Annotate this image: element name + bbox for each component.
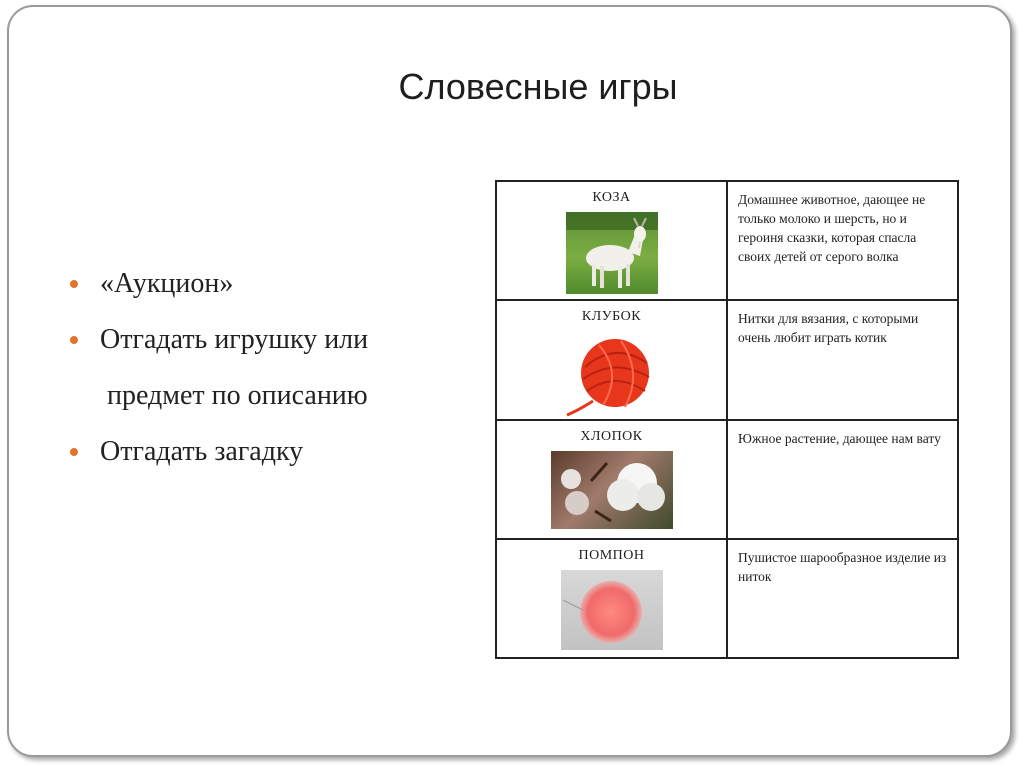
pompon-image	[561, 570, 663, 650]
yarn-ball-image	[563, 331, 661, 419]
cotton-image	[551, 451, 673, 529]
item-name: КЛУБОК	[581, 309, 642, 324]
bullet-dot-icon	[70, 336, 78, 344]
item-name: ПОМПОН	[578, 548, 645, 563]
items-table	[495, 180, 959, 659]
table-row	[496, 539, 958, 658]
item-description: Домашнее животное, дающее не только молоко и шерсть, но и героиня сказки, которая спасла своих детей от серого волка	[727, 181, 958, 300]
item-name: КОЗА	[592, 190, 631, 205]
bullet-item-guess-toy: Отгадать игрушку или	[66, 318, 486, 374]
slide-title: Словесные игры	[398, 66, 678, 107]
table-row	[496, 420, 958, 539]
item-description: Южное растение, дающее нам вату	[727, 420, 958, 539]
table-row	[496, 181, 958, 300]
bullet-dot-icon	[70, 280, 78, 288]
bullet-list	[66, 262, 486, 486]
table-cell-item	[496, 420, 727, 539]
item-name: ХЛОПОК	[580, 429, 643, 444]
bullet-dot-icon	[70, 448, 78, 456]
bullet-item-auction: «Аукцион»	[66, 262, 486, 318]
table-cell-item	[496, 300, 727, 420]
bullet-item-continuation: предмет по описанию	[107, 380, 368, 411]
table-cell-item	[496, 181, 727, 300]
item-description: Пушистое шарообразное изделие из ниток	[727, 539, 958, 658]
table-row	[496, 300, 958, 420]
bullet-item-guess-riddle: Отгадать загадку	[66, 430, 486, 486]
goat-image	[566, 212, 658, 294]
table-cell-item	[496, 539, 727, 658]
item-description: Нитки для вязания, с которыми очень любит играть котик	[727, 300, 958, 420]
